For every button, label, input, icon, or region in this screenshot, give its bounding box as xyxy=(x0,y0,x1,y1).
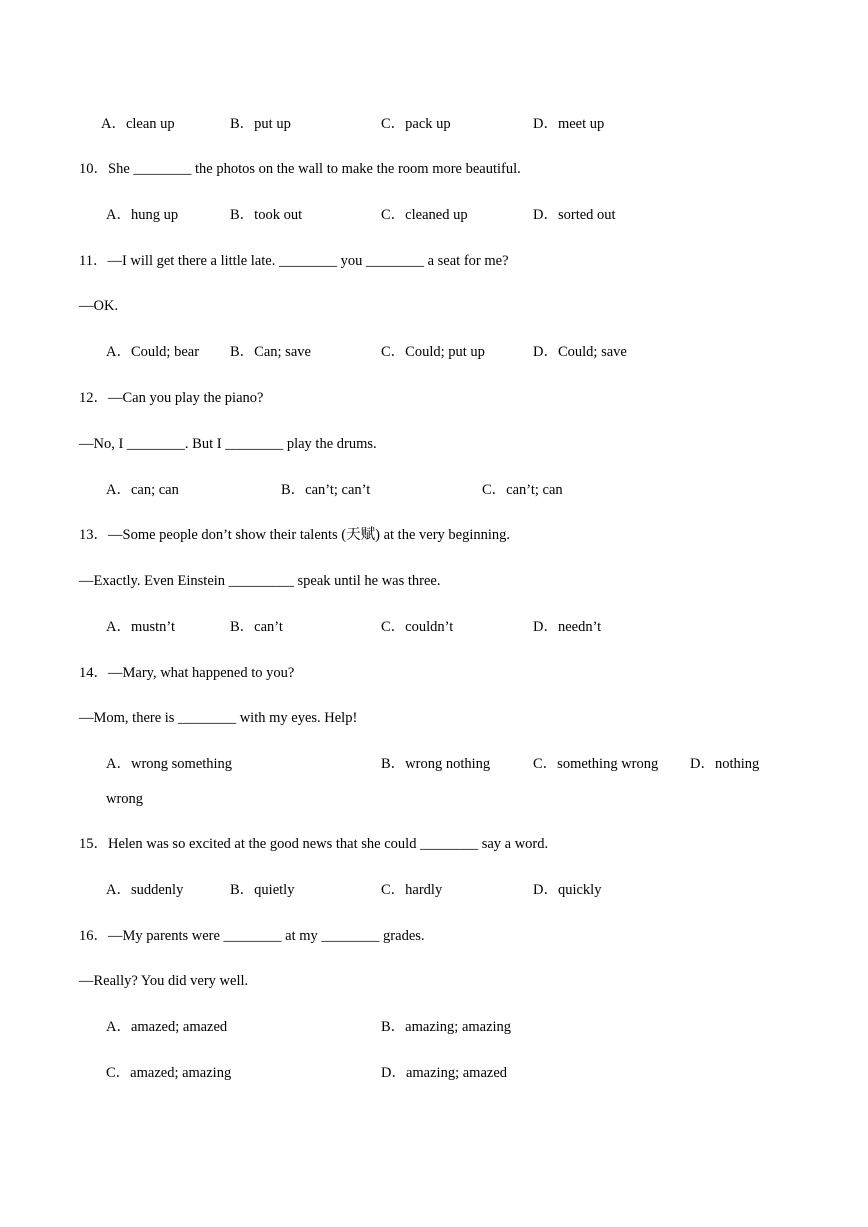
q16-option-a: A．amazed; amazed xyxy=(106,1019,228,1035)
q14-option-c: C．something wrong xyxy=(533,756,659,772)
q14-stem: 14．—Mary, what happened to you? xyxy=(79,665,295,681)
q14-option-b: B．wrong nothing xyxy=(381,756,491,772)
q15-stem: 15．Helen was so excited at the good news that she could ________ say a word. xyxy=(79,836,549,852)
q14-reply: —Mom, there is ________ with my eyes. Help! xyxy=(79,710,358,726)
q12-reply: —No, I ________. But I ________ play the drums. xyxy=(79,436,377,452)
q13-option-d: D．needn’t xyxy=(533,619,602,635)
q10-option-c: C．cleaned up xyxy=(381,207,468,223)
q11-stem: 11．—I will get there a little late. ________ you ________ a seat for me? xyxy=(79,253,509,269)
q16-reply: —Really? You did very well. xyxy=(79,973,249,989)
q13-option-b: B．can’t xyxy=(230,619,283,635)
q9-option-c: C．pack up xyxy=(381,116,451,132)
q15-option-a: A．suddenly xyxy=(106,882,184,898)
q12-stem: 12．—Can you play the piano? xyxy=(79,390,264,406)
q16-option-b: B．amazing; amazing xyxy=(381,1019,512,1035)
q16-option-d: D．amazing; amazed xyxy=(381,1065,508,1081)
q11-option-b: B．Can; save xyxy=(230,344,311,360)
q9-option-b: B．put up xyxy=(230,116,291,132)
q11-option-d: D．Could; save xyxy=(533,344,627,360)
q13-option-a: A．mustn’t xyxy=(106,619,176,635)
q9-option-a: A．clean up xyxy=(101,116,175,132)
q10-stem: 10．She ________ the photos on the wall to make the room more beautiful. xyxy=(79,161,521,177)
q12-option-c: C．can’t; can xyxy=(482,482,563,498)
q10-option-d: D．sorted out xyxy=(533,207,616,223)
q15-option-d: D．quickly xyxy=(533,882,602,898)
q13-reply: —Exactly. Even Einstein _________ speak until he was three. xyxy=(79,573,441,589)
q16-option-c: C．amazed; amazing xyxy=(106,1065,232,1081)
q10-option-b: B．took out xyxy=(230,207,303,223)
q13-stem: 13．—Some people don’t show their talents (天赋) at the very beginning. xyxy=(79,527,511,543)
q11-reply: —OK. xyxy=(79,298,119,314)
q14-option-d-continued: wrong xyxy=(106,791,144,807)
q14-option-d: D．nothing xyxy=(690,756,760,772)
q11-option-c: C．Could; put up xyxy=(381,344,485,360)
q15-option-c: C．hardly xyxy=(381,882,443,898)
q12-option-a: A．can; can xyxy=(106,482,179,498)
q14-option-a: A．wrong something xyxy=(106,756,233,772)
q13-option-c: C．couldn’t xyxy=(381,619,454,635)
q10-option-a: A．hung up xyxy=(106,207,179,223)
q12-option-b: B．can’t; can’t xyxy=(281,482,371,498)
q15-option-b: B．quietly xyxy=(230,882,295,898)
q11-option-a: A．Could; bear xyxy=(106,344,200,360)
q9-option-d: D．meet up xyxy=(533,116,605,132)
q16-stem: 16．—My parents were ________ at my ________ grades. xyxy=(79,928,425,944)
